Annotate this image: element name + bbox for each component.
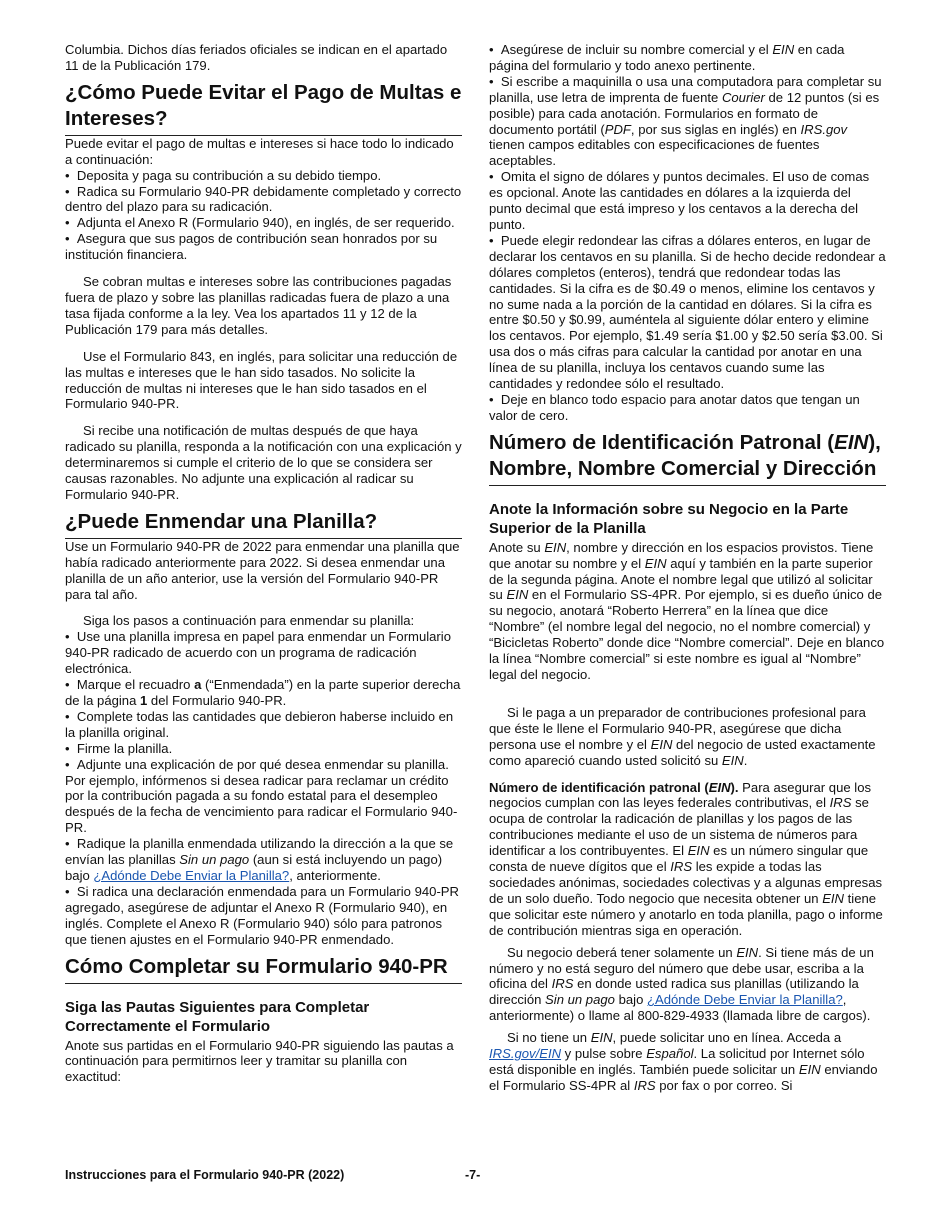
- heading-ein: Número de Identificación Patronal (EIN), Nombre, Nombre Comercial y Dirección: [489, 430, 886, 486]
- multas-bullet: • Radica su Formulario 940-PR debidamente completado y correcto dentro del plazo para su radicación.: [65, 184, 462, 216]
- irs-ein-link[interactable]: IRS.gov/EIN: [489, 1046, 562, 1062]
- subheading-anote: Anote la Información sobre su Negocio en la Parte Superior de la Planilla: [489, 500, 849, 537]
- multas-paragraph-4: Si recibe una notificación de multas después de que haya radicado su planilla, responda a la notificación con una explicación y determinaremos si cumple el criterio de lo que se considera ser causas razonables. No adjunte una explicación al radicar su Formulario 940-PR.: [65, 423, 462, 502]
- page-number: -7-: [465, 1168, 481, 1182]
- multas-paragraph-2: Se cobran multas e intereses sobre las contribuciones pagadas fuera de plazo y sobre las planillas radicadas fuera de plazo a una tasa fijada conforme a la ley. Vea los apartados 11 y 12 de la Publicación 179 para más detalles.: [65, 274, 452, 337]
- multas-bullet: • Asegura que sus pagos de contribución sean honrados por su institución financiera.: [65, 231, 462, 263]
- anote-paragraph-1: Anote su EIN, nombre y dirección en los espacios provistos. Tiene que anotar su nombre y el EIN aquí y también en la parte superior de la segunda página. Anote el nombre legal que utilizó al solicitar su EIN en el Formulario SS-4PR. Por ejemplo, si es dueño único de su negocio, anotará “Roberto Herrera” en la línea que dice “Nombre” (el nombre legal del negocio, no el nombre comercial) y “Bicicletas Roberto” donde dice “Nombre comercial”. Deje en blanco la línea “Nombre comercial” si este nombre es igual al “Nombre” legal del negocio.: [489, 539, 885, 682]
- adonde-enviar-link[interactable]: ¿Adónde Debe Enviar la Planilla?: [93, 867, 290, 883]
- left-column: [65, 42, 462, 1085]
- pautas-bullet: • Asegúrese de incluir su nombre comercial y el EIN en cada página del formulario y todo anexo pertinente.: [489, 42, 886, 74]
- anote-paragraph-2: Si le paga a un preparador de contribuciones profesional para que éste le llene el Formulario 940-PR, asegúrese que dicha persona use el nombre y el EIN del negocio de usted exactamente como apareció cuando usted solicitó su EIN.: [489, 704, 876, 768]
- right-column: [489, 42, 886, 1094]
- pautas-bullet: • Puede elegir redondear las cifras a dólares enteros, en lugar de declarar los centavos en su planilla. Si de hecho decide redondear a dólares completos (enteros), tendrá que redondear todas las cantidades. Si la cifra es de $0.49 o menos, elimine los centavos y no sume nada a la porción de la cantidad en dólares. Si la cifra es entre $0.50 y $0.99, auméntela al siguiente dólar entero y elimine los centavos. Por ejemplo, $1.49 sería $1.00 y $2.50 sería $3.00. Si usa dos o más cifras para calcular la cantidad por anotar en una línea de su planilla, incluya los centavos cuando sume las cantidades y redondee sólo el resultado.: [489, 233, 886, 392]
- heading-multas: ¿Cómo Puede Evitar el Pago de Multas e Intereses?: [65, 80, 462, 136]
- multas-paragraph-1: Puede evitar el pago de multas e intereses si hace todo lo indicado a continuación:: [65, 135, 454, 167]
- un-ein-paragraph: Su negocio deberá tener solamente un EIN. Si tiene más de un número y no está seguro del número que debe usar, escriba a la oficina del IRS en donde usted radica sus planillas (utilizando la dirección Sin un pago bajo ¿Adónde Debe Enviar la Planilla?, anteriormente) o llame al 800-829-4933 (llamada libre de cargos).: [489, 944, 874, 1024]
- multas-bullet: • Adjunta el Anexo R (Formulario 940), en inglés, de ser requerido.: [65, 215, 462, 231]
- intro-text: Columbia. Dichos días feriados oficiales se indican en el apartado 11 de la Publicación 179.: [65, 42, 448, 73]
- heading-completar: Cómo Completar su Formulario 940-PR: [65, 954, 462, 984]
- pautas-bullet: • Omita el signo de dólares y puntos decimales. El uso de comas es opcional. Anote las cantidades en dólares a la izquierda del punto decimal que está impreso y los centavos a la derecha del punto.: [489, 169, 886, 233]
- pautas-bullet: • Si escribe a maquinilla o usa una computadora para completar su planilla, use letra de imprenta de fuente Courier de 12 puntos (si es posible) para cada anotación. Formularios en formato de documento portátil (PDF, por sus siglas en inglés) en IRS.gov tienen campos editables con especificaciones de fuentes aceptables.: [489, 74, 886, 169]
- enmendar-bullet: • Radique la planilla enmendada utilizando la dirección a la que se envían las planillas Sin un pago (aun si está incluyendo un pago) bajo ¿Adónde Debe Enviar la Planilla?, anteriormente.: [65, 836, 462, 884]
- pautas-bullet: • Deje en blanco todo espacio para anotar datos que tengan un valor de cero.: [489, 392, 886, 424]
- enmendar-paragraph-2: Siga los pasos a continuación para enmendar su planilla:: [83, 613, 415, 629]
- enmendar-bullet: • Complete todas las cantidades que debieron haberse incluido en la planilla original.: [65, 709, 462, 741]
- enmendar-bullet: • Si radica una declaración enmendada para un Formulario 940-PR agregado, asegúrese de adjuntar el Anexo R (Formulario 940), en inglés. Complete el Anexo R (Formulario 940) sólo para patronos que tienen ajustes en el Formulario 940-PR enmendado.: [65, 884, 462, 948]
- multas-paragraph-3: Use el Formulario 843, en inglés, para solicitar una reducción de las multas e intereses que le han sido tasados. No solicite la reducción de multas ni intereses que le han sido tasados en el Formulario 940-PR.: [65, 348, 458, 412]
- pautas-paragraph: Anote sus partidas en el Formulario 940-PR siguiendo las pautas a continuación para permitirnos leer y tramitar su planilla con exactitud:: [65, 1037, 454, 1085]
- solicitar-ein-paragraph: Si no tiene un EIN, puede solicitar uno en línea. Acceda a IRS.gov/EIN y pulse sobre Español. La solicitud por Internet sólo está disponible en inglés. También puede solicitar un EIN enviando el Formulario SS-4PR al IRS por fax o por correo. Si: [489, 1030, 878, 1093]
- footer-title: Instrucciones para el Formulario 940-PR (2022): [65, 1168, 345, 1182]
- subheading-pautas: Siga las Pautas Siguientes para Completar Correctamente el Formulario: [65, 998, 370, 1035]
- enmendar-bullet: • Use una planilla impresa en papel para enmendar un Formulario 940-PR radicado de acuerdo con un programa de radicación electrónica.: [65, 629, 462, 677]
- enmendar-paragraph-1: Use un Formulario 940-PR de 2022 para enmendar una planilla que había radicado anteriormente para 2022. Si desea enmendar una planilla de un año anterior, use la versión del Formulario 940-PR para tal año.: [65, 538, 460, 602]
- heading-enmendar: ¿Puede Enmendar una Planilla?: [65, 509, 462, 539]
- multas-bullet: • Deposita y paga su contribución a su debido tiempo.: [65, 168, 462, 184]
- enmendar-bullet: • Adjunte una explicación de por qué desea enmendar su planilla. Por ejemplo, infórmenos si desea radicar para reclamar un crédito por la contribución pagada a su fondo estatal para el desempleo después de la fecha de vencimiento para radicar el Formulario 940-PR.: [65, 757, 462, 837]
- enmendar-bullet: • Marque el recuadro a (“Enmendada”) en la parte superior derecha de la página 1 del Formulario 940-PR.: [65, 677, 462, 709]
- ein-paragraph: Número de identificación patronal (EIN). Para asegurar que los negocios cumplan con las leyes federales contributivas, el IRS se ocupa de controlar la radicación de planillas y los pagos de las contribuciones mediante el uso de un sistema de números para identificar a los contribuyentes. El EIN es un número singular que consta de nueve dígitos que el IRS les expide a todas las sociedades anónimas, sociedades colectivas y a algunas empresas de un solo dueño. Todo negocio que necesita obtener un EIN tiene que solicitar este número y anotarlo en toda planilla, pago o informe de contribución mientras siga en operación.: [489, 779, 883, 938]
- enmendar-bullet: • Firme la planilla.: [65, 741, 462, 757]
- adonde-enviar-link[interactable]: ¿Adónde Debe Enviar la Planilla?: [646, 992, 843, 1008]
